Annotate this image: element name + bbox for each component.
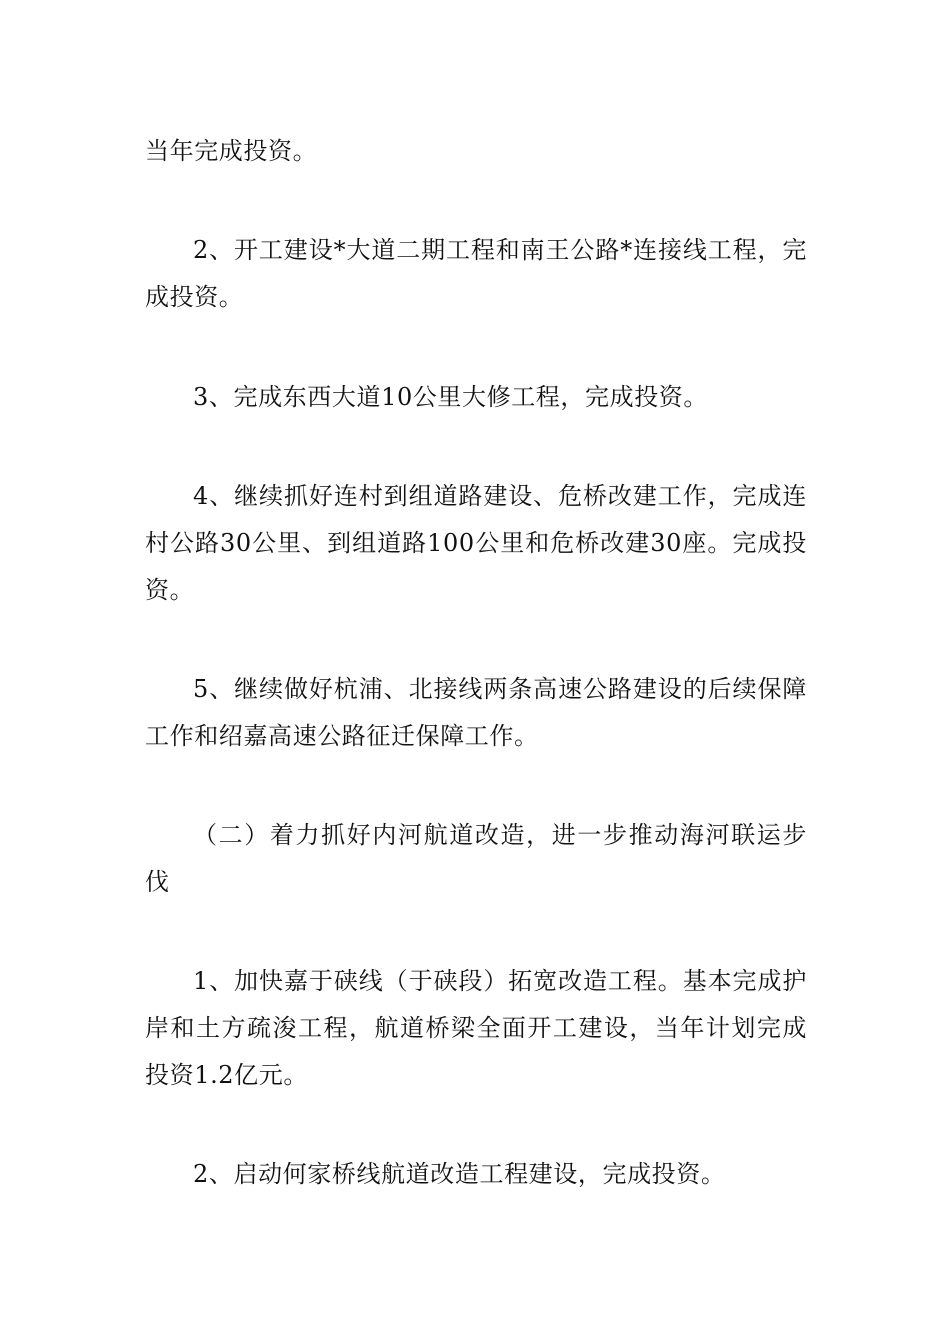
paragraph-item-2: 2、开工建设*大道二期工程和南王公路*连接线工程，完成投资。 (145, 236, 807, 311)
paragraph-item-5: 5、继续做好杭浦、北接线两条高速公路建设的后续保障工作和绍嘉高速公路征迁保障工作。 (145, 675, 807, 750)
paragraph-section2-item-2: 2、启动何家桥线航道改造工程建设，完成投资。 (193, 1160, 726, 1188)
paragraph-item-3: 3、完成东西大道10公里大修工程，完成投资。 (193, 383, 709, 411)
document-page (145, 128, 807, 1198)
section-heading-2: （二）着力抓好内河航道改造，进一步推动海河联运步伐 (145, 821, 807, 896)
paragraph-section2-item-1: 1、加快嘉于硖线（于硖段）拓宽改造工程。基本完成护岸和土方疏浚工程，航道桥梁全面开工建设，当年计划完成投资1.2亿元。 (145, 967, 807, 1089)
paragraph-continuation: 当年完成投资。 (145, 137, 318, 165)
paragraph-item-4: 4、继续抓好连村到组道路建设、危桥改建工作，完成连村公路30公里、到组道路100公里和危桥改建30座。完成投资。 (145, 482, 807, 604)
